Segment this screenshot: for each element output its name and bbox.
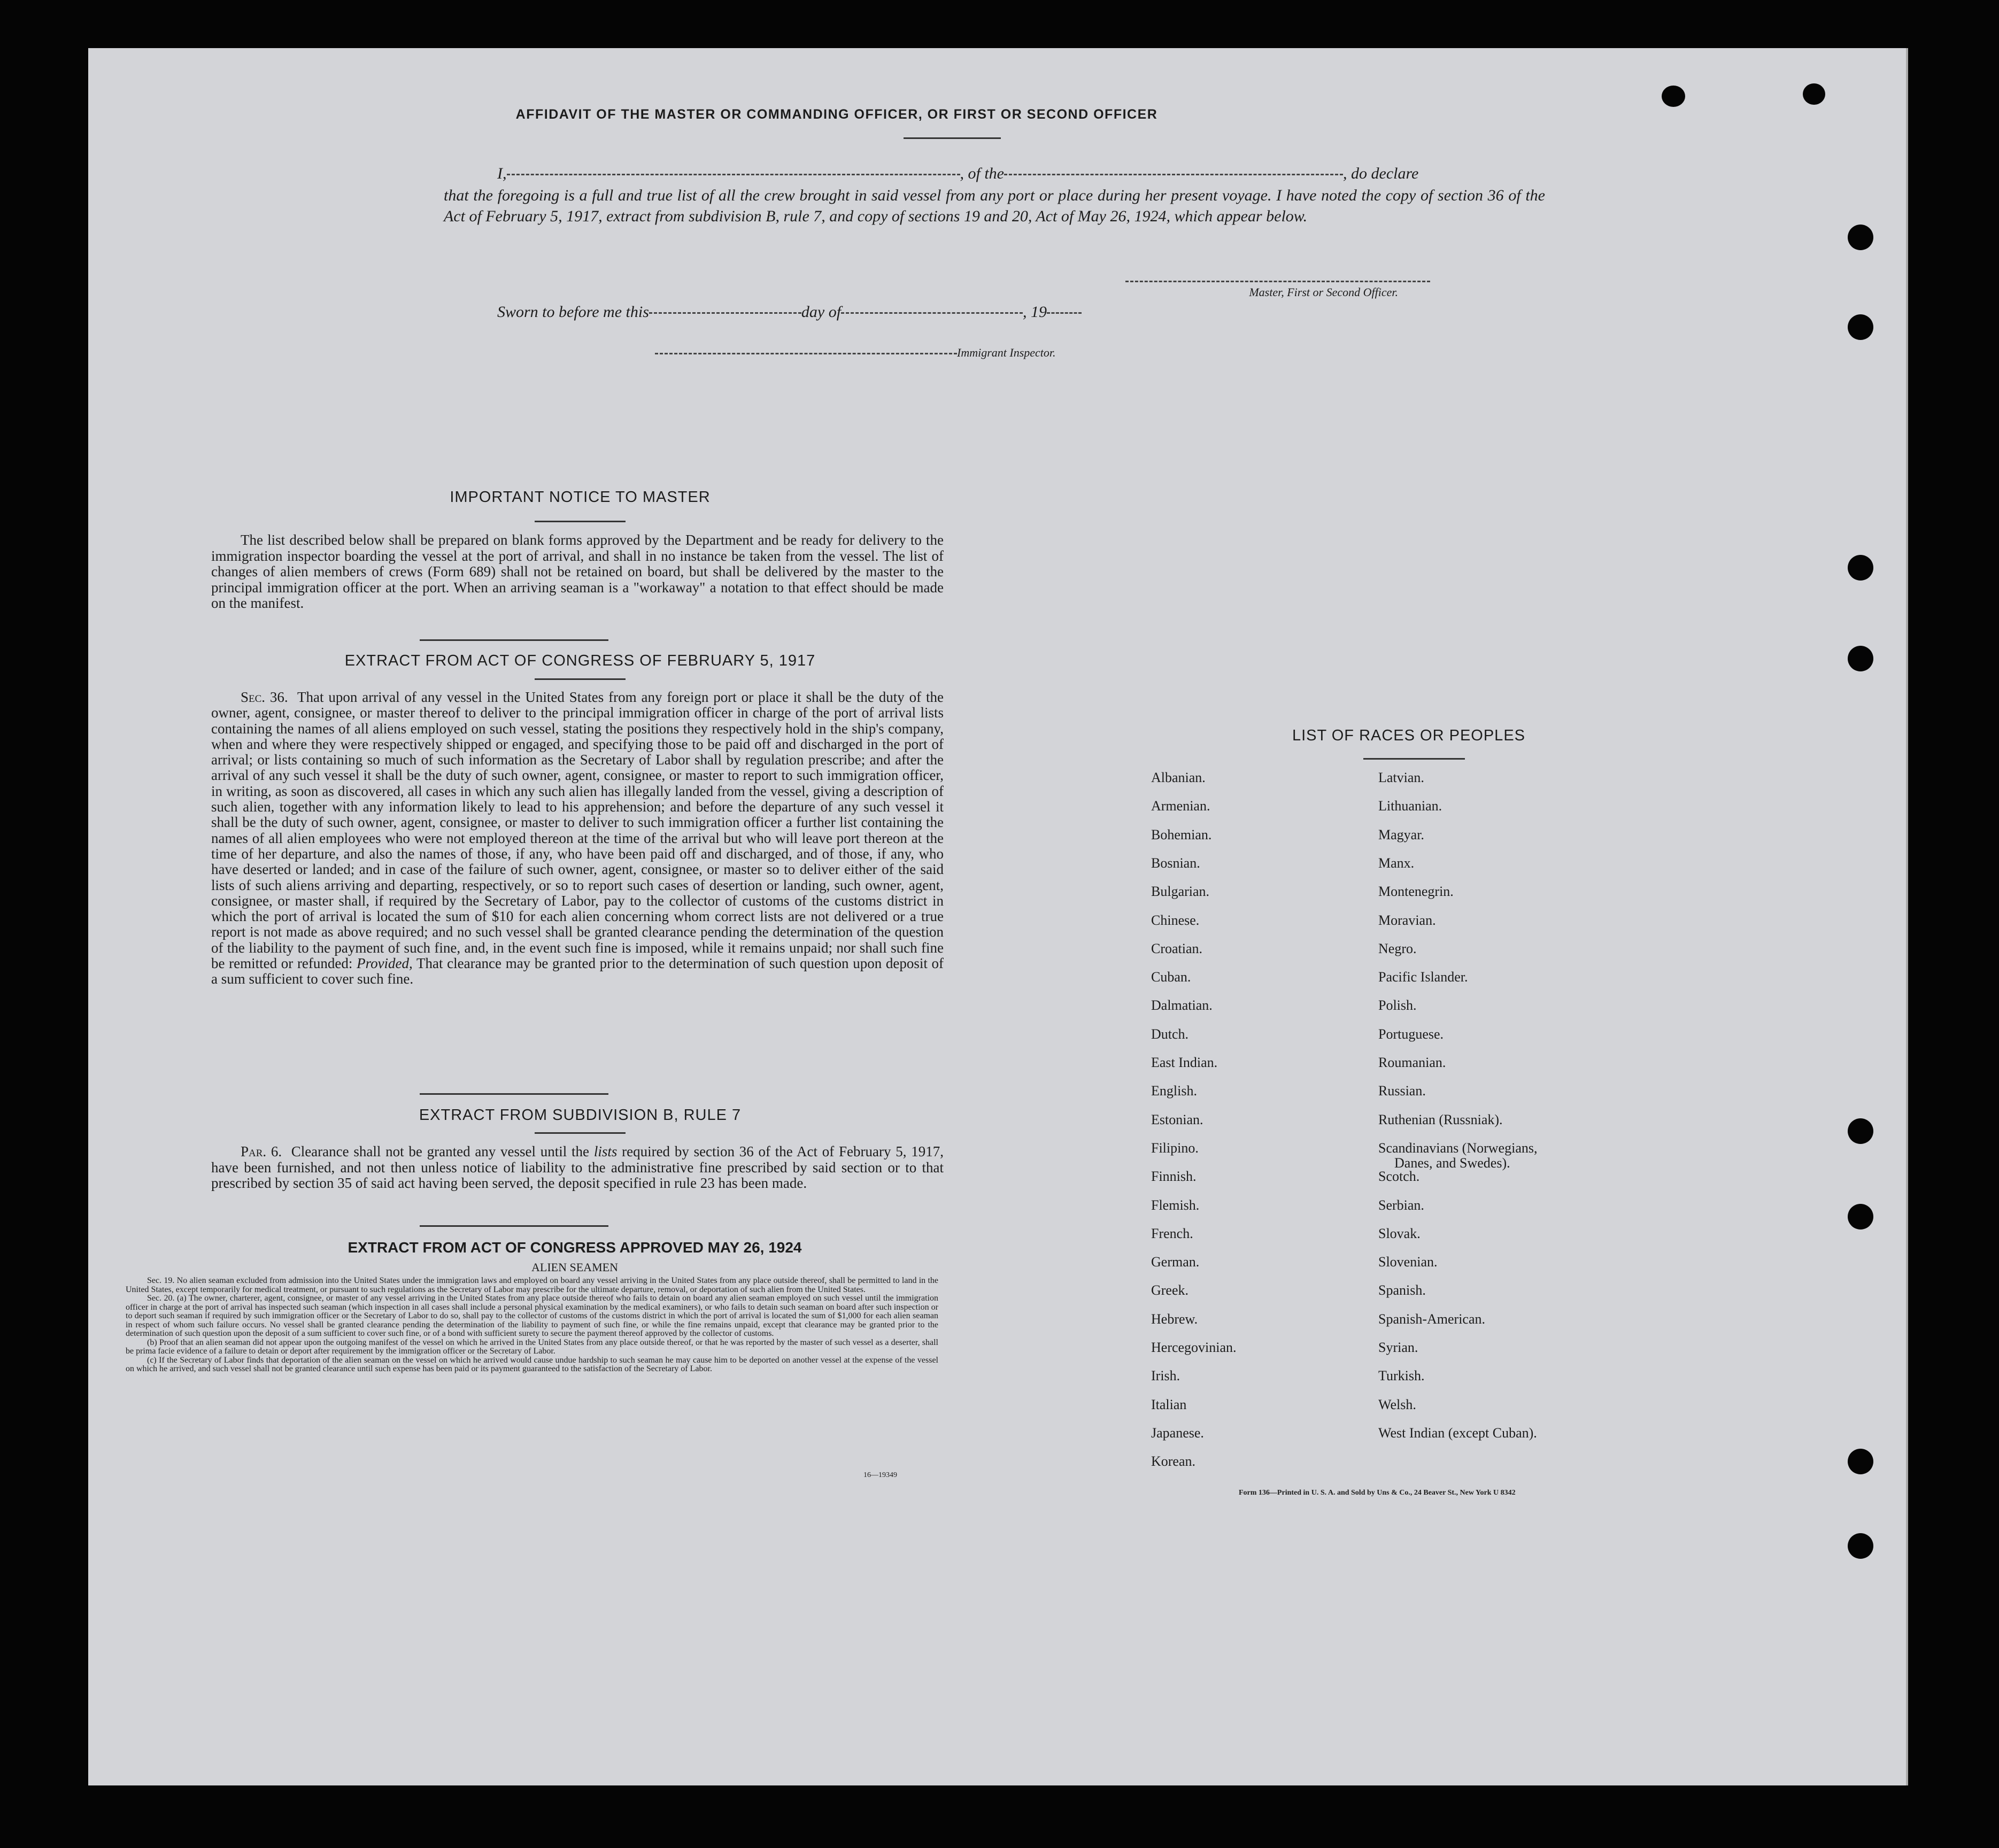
race-item: Manx. <box>1378 855 1415 871</box>
form-note: Form 136—Printed in U. S. A. and Sold by Uns & Co., 24 Beaver St., New York U 8342 <box>1239 1489 1516 1497</box>
sec20a-text: Sec. 20. (a) The owner, charterer, agent, consignee, or master of any vessel arriving in the United States from any place outside thereof who fails to detain on board any alien seaman employed on such vessel until the immigration officer in charge at the port of arrival has inspected such seaman (which inspection in all cases shall include a personal physical examination by the medical examiners), or who fails to detain such seaman on board after such inspection or to deport such seaman if required by such immigration officer or the Secretary of Labor to do so, shall pay to the collector of customs of the customs district in which the port of arrival is located the sum of $1,000 for each alien seaman in respect of whom such failure occurs. No vessel shall be granted clearance pending the determination of the liability to payment of such fine, or while the fine remains unpaid, except that clearance may be granted prior to the determination of such question upon the deposit of a sum sufficient to cover such fine, or of a bond with sufficient surety to secure the payment thereof approved by the collector of customs. <box>126 1294 938 1338</box>
race-item: Pacific Islander. <box>1378 969 1468 985</box>
race-item: Ruthenian (Russniak). <box>1378 1111 1503 1127</box>
race-item: Serbian. <box>1378 1197 1424 1213</box>
race-item: Syrian. <box>1378 1340 1418 1355</box>
section36-text: That upon arrival of any vessel in the United States from any foreign port or place it shall be the duty of the owner, agent, consignee, or master thereof to deliver to the principal immigration officer in charge of the port of arrival lists containing the names of all aliens employed on such vessel, stating the positions they respectively hold in the ship's company, when and where they were respectively shipped or engaged, and specifying those to be paid off and discharged in the port of arrival; or lists containing so much of such information as the Secretary of Labor shall by regulation prescribe; and after the arrival of any such vessel it shall be the duty of such owner, agent, consignee, or master to report to such immigration officer, in writing, as soon as discovered, all cases in which any such alien has illegally landed from the vessel, giving a description of such alien, together with any information likely to lead to his apprehension; and before the departure of any such vessel it shall be the duty of such owner, agent, consignee, or master to deliver to such immigration officer a further list containing the names of all alien employees who were not employed thereon at the time of the arrival but who will leave port thereon at the time of her departure, and also the names of those, if any, who have been paid off and discharged, and of those, if any, who have deserted or landed; and in case of the failure of such owner, agent, consignee, or master so to deliver either of the said lists of such aliens arriving and departing, respectively, or so to report such cases of desertion or landing, such owner, agent, consignee, or master shall, if required by the Secretary of Labor, pay to the collector of customs of the customs district in which the port of arrival is located the sum of $10 for each alien concerning whom correct lists are not delivered or a true report is not made as above required; and no such vessel shall be granted clearance pending the determination of the question of the liability to the payment of such fine, and, in the event such fine is imposed, while it remains unpaid; nor shall such fine be remitted or refunded: <box>211 689 944 972</box>
race-item: Latvian. <box>1378 770 1424 785</box>
inspector-label: Immigrant Inspector. <box>957 346 1056 359</box>
par6-text-a: Clearance shall not be granted any vessel until the <box>291 1143 590 1159</box>
race-item: Chinese. <box>1151 912 1200 928</box>
punch-hole <box>1848 1118 1873 1144</box>
extract1924-title: EXTRACT FROM ACT OF CONGRESS APPROVED MAY 26, 1924 <box>348 1239 802 1256</box>
race-item: Greek. <box>1151 1282 1189 1298</box>
race-item: Croatian. <box>1151 940 1203 956</box>
race-item: Roumanian. <box>1378 1055 1446 1070</box>
master-label: Master, First or Second Officer. <box>1249 285 1398 299</box>
race-item: Slovak. <box>1378 1225 1421 1241</box>
race-item: Bosnian. <box>1151 855 1200 871</box>
master-signature-line[interactable] <box>1125 281 1430 282</box>
race-item: Magyar. <box>1378 826 1424 842</box>
race-item: Slovenian. <box>1378 1254 1438 1270</box>
sec19-text: Sec. 19. No alien seaman excluded from admission into the United States under the immigration laws and employed on board any vessel arriving in the United States from any place outside thereof, shall be permitted to land in the United States, except temporarily for medical treatment, or pursuant to such regulations as the Secretary of Labor may prescribe for the ultimate departure, removal, or deportation of such alien from the United States. <box>126 1276 938 1294</box>
extract1917-body <box>211 690 944 987</box>
races-rule <box>1363 758 1465 760</box>
punch-hole <box>1848 314 1873 340</box>
punch-hole <box>1848 555 1873 581</box>
subdivision-body <box>211 1144 944 1192</box>
sworn-day-blank[interactable] <box>649 312 801 314</box>
race-item: Russian. <box>1378 1083 1426 1099</box>
race-item: Italian <box>1151 1396 1187 1412</box>
race-item: Moravian. <box>1378 912 1436 928</box>
race-item: Portuguese. <box>1378 1026 1444 1042</box>
punch-hole <box>1848 1204 1873 1230</box>
sworn-line <box>497 303 1082 321</box>
race-item: Albanian. <box>1151 770 1206 785</box>
vessel-blank[interactable] <box>1004 174 1343 175</box>
race-item: Spanish. <box>1378 1282 1426 1298</box>
race-item: Flemish. <box>1151 1197 1200 1213</box>
race-item: Hercegovinian. <box>1151 1340 1237 1355</box>
race-item: Montenegrin. <box>1378 884 1454 900</box>
punch-hole <box>1848 1533 1873 1559</box>
subdivision-end-rule <box>420 1225 608 1227</box>
race-item: German. <box>1151 1254 1200 1270</box>
race-item: Spanish-American. <box>1378 1311 1486 1327</box>
race-item: Estonian. <box>1151 1111 1203 1127</box>
race-item: Scandinavians (Norwegians, <box>1378 1140 1538 1156</box>
affidavit-title: AFFIDAVIT OF THE MASTER OR COMMANDING OFFICER, OR FIRST OR SECOND OFFICER <box>515 107 1158 122</box>
title-rule <box>904 137 1001 139</box>
form-code: 16—19349 <box>863 1471 897 1479</box>
race-item: East Indian. <box>1151 1055 1218 1070</box>
section36-proviso-text: That clearance may be granted prior to the determination of such question upon deposit of a sum sufficient to cover such fine. <box>211 955 944 987</box>
punch-hole <box>1848 646 1873 671</box>
subdivision-title: EXTRACT FROM SUBDIVISION B, RULE 7 <box>419 1107 742 1124</box>
race-item: Filipino. <box>1151 1140 1199 1156</box>
lists-word: lists <box>593 1143 618 1159</box>
extract1917-rule <box>535 678 626 680</box>
affidavit-declaration-line <box>497 165 1566 183</box>
race-item: Dutch. <box>1151 1026 1189 1042</box>
name-blank[interactable] <box>507 174 960 175</box>
race-item: Bohemian. <box>1151 826 1212 842</box>
race-item: Polish. <box>1378 998 1417 1014</box>
affidavit-body: that the foregoing is a full and true list of all the crew brought in said vessel from any port or place during her present voyage. I have noted the copy of section 36 of the Act of February 5, 1917, extract from subdivision B, rule 7, and copy of sections 19 and 20, Act of May 26, 1924, which appear below. <box>444 187 1545 225</box>
race-item: Dalmatian. <box>1151 998 1213 1014</box>
race-item: Negro. <box>1378 940 1417 956</box>
notice-body: The list described below shall be prepared on blank forms approved by the Department and be ready for delivery to the immigration inspector boarding the vessel at the port of arrival, and shall in no instance be taken from the vessel. The list of changes of alien members of crews (Form 689) shall not be retained on board, but shall be delivered by the master to the principal immigration officer at the port. When an arriving seaman is a "workaway" a notation to that effect should be made on the manifest. <box>211 532 944 611</box>
affidavit-i: I, <box>497 165 507 182</box>
race-item: Hebrew. <box>1151 1311 1198 1327</box>
race-item: English. <box>1151 1083 1197 1099</box>
race-item: Bulgarian. <box>1151 884 1210 900</box>
races-title: LIST OF RACES OR PEOPLES <box>1292 727 1526 744</box>
race-item: Japanese. <box>1151 1425 1204 1441</box>
race-item: Cuban. <box>1151 969 1191 985</box>
punch-hole <box>1662 86 1685 107</box>
sworn-month-blank[interactable] <box>841 312 1023 314</box>
race-item: Scotch. <box>1378 1169 1420 1185</box>
race-item: Korean. <box>1151 1453 1196 1470</box>
section36-label: Sec. 36. <box>241 689 288 705</box>
par6-label: Par. 6. <box>241 1143 282 1159</box>
inspector-signature-line[interactable] <box>655 353 957 354</box>
notice-rule <box>535 521 626 522</box>
sec20b-text: (b) Proof that an alien seaman did not appear upon the outgoing manifest of the vessel on which he arrived in the United States from any place outside thereof, or that he was reported by the master of such vessel as a deserter, shall be prima facie evidence of a failure to detain or deport after requirement by the immigration officer or the Secretary of Labor. <box>126 1337 938 1356</box>
race-item: Welsh. <box>1378 1396 1416 1412</box>
sec20c-text: (c) If the Secretary of Labor finds that deportation of the alien seaman on the vessel on which he arrived would cause undue hardship to such seaman he may cause him to be deported on another vessel at the expense of the vessel on which he arrived, and such vessel shall not be granted clearance until such expense has been paid or its payment guaranteed to the satisfaction of the Secretary of Labor. <box>126 1355 938 1373</box>
sworn-day-of: day of <box>801 303 842 321</box>
punch-hole <box>1803 83 1825 105</box>
extract1924-subtitle: ALIEN SEAMEN <box>531 1261 618 1274</box>
race-item: French. <box>1151 1225 1193 1241</box>
proviso-word: Provided, <box>357 955 413 972</box>
notice-end-rule <box>420 639 608 641</box>
extract1917-end-rule <box>420 1093 608 1095</box>
affidavit-declare: , do declare <box>1343 165 1419 182</box>
notice-title: IMPORTANT NOTICE TO MASTER <box>450 489 711 506</box>
race-item: West Indian (except Cuban). <box>1378 1425 1537 1441</box>
punch-hole <box>1848 1449 1873 1474</box>
race-item: Irish. <box>1151 1368 1180 1384</box>
sworn-year-blank[interactable] <box>1047 312 1082 314</box>
race-item: Lithuanian. <box>1378 798 1442 814</box>
race-item: Finnish. <box>1151 1169 1197 1185</box>
master-signature <box>1125 281 1430 299</box>
race-item: Danes, and Swedes). <box>1394 1155 1510 1171</box>
form-sheet <box>88 48 1908 1785</box>
affidavit-of-the: , of the <box>960 165 1004 182</box>
race-item: Armenian. <box>1151 798 1210 814</box>
sworn-prefix: Sworn to before me this <box>497 303 649 321</box>
subdivision-rule <box>535 1132 626 1134</box>
sworn-year: , 19 <box>1023 303 1047 321</box>
race-item: Turkish. <box>1378 1368 1425 1384</box>
extract1917-title: EXTRACT FROM ACT OF CONGRESS OF FEBRUARY 5, 1917 <box>344 652 816 669</box>
inspector-line <box>655 346 1056 360</box>
par6-text-b: required by section 36 of the Act of February 5, 1917, have been furnished, and not then unless notice of liability to the administrative fine prescribed by said section or to that prescribed by section 35 of said act having been served, the deposit specified in rule 23 has been made. <box>211 1143 944 1191</box>
punch-hole <box>1848 225 1873 250</box>
extract1924-body <box>126 1277 938 1374</box>
